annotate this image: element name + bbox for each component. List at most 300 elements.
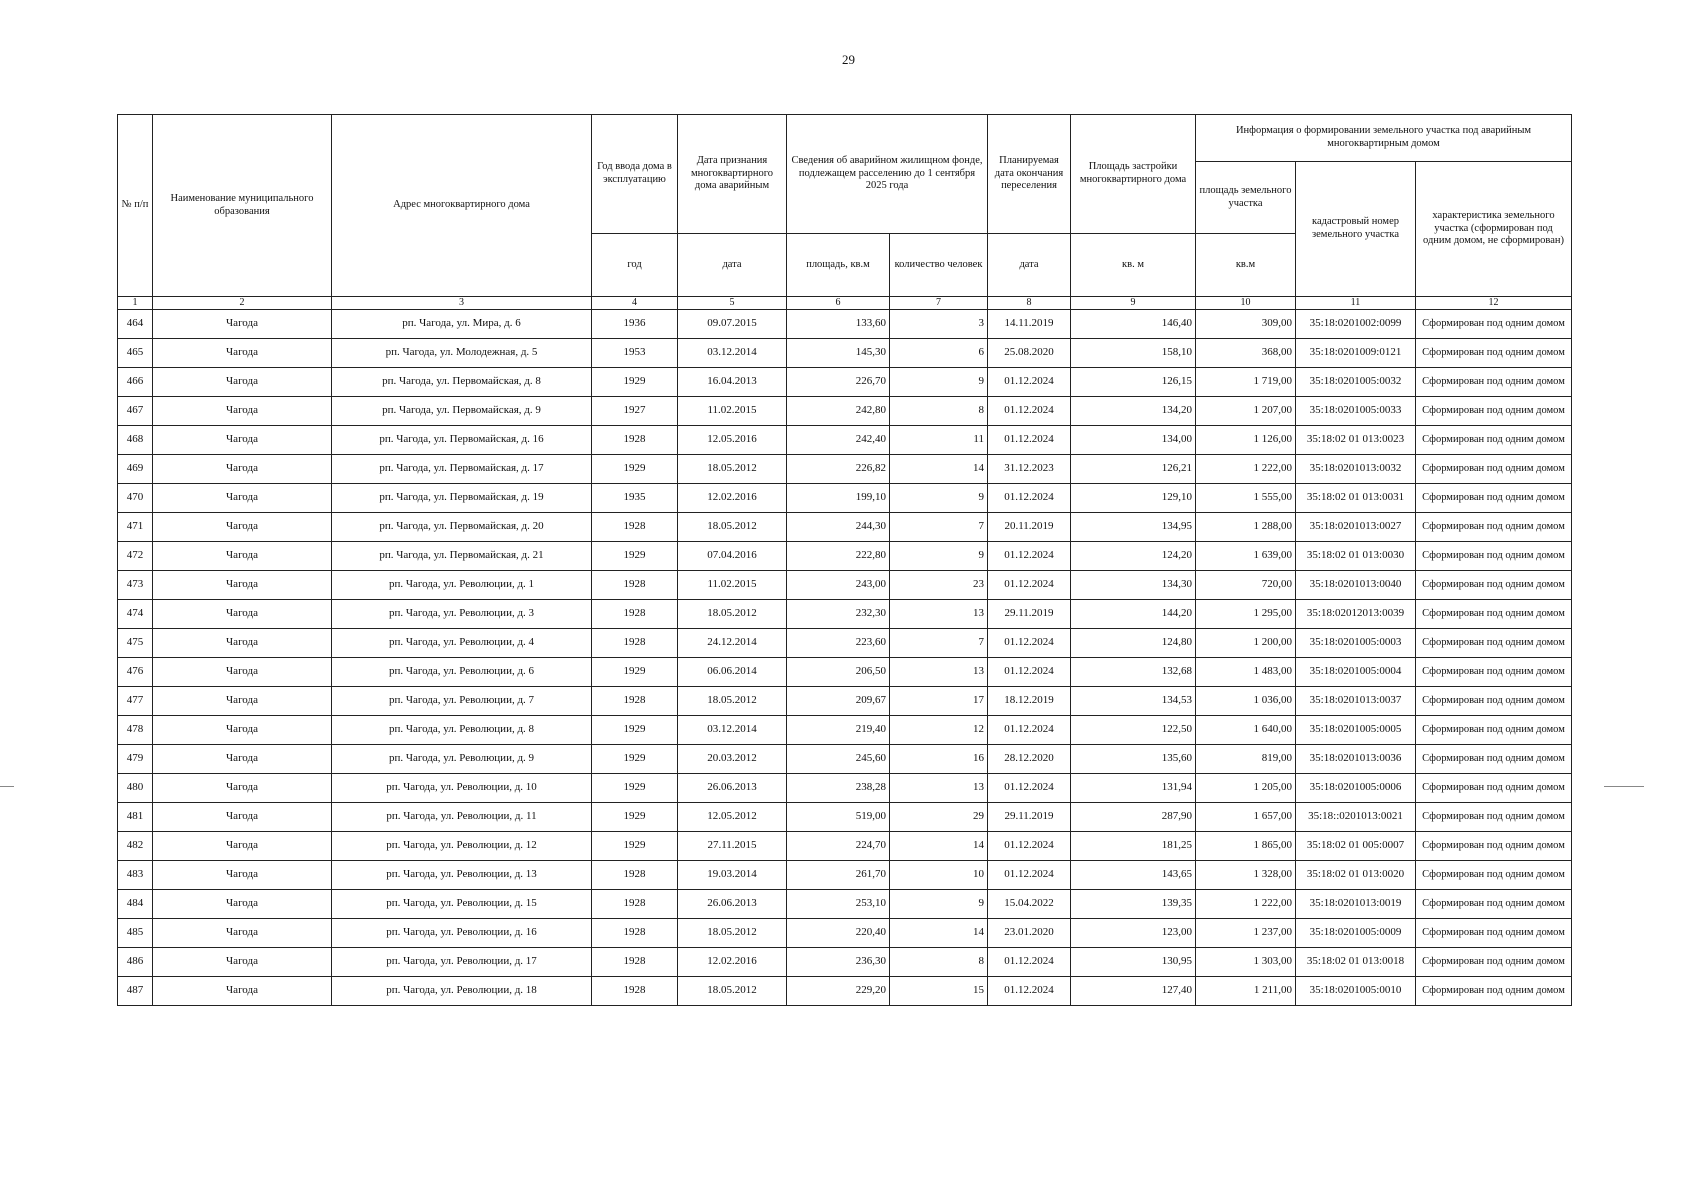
cadastral-number-cell: 35:18:02 01 013:0031 (1296, 484, 1416, 513)
row-number-cell: 475 (118, 629, 153, 658)
table-row (118, 890, 1572, 919)
header-land-info: Информация о формировании земельного участка под аварийным многоквартирным домом (1196, 115, 1572, 162)
table-row (118, 919, 1572, 948)
land-status-cell: Сформирован под одним домом (1416, 890, 1572, 919)
year-cell: 1935 (592, 484, 678, 513)
column-number: 3 (332, 297, 592, 310)
land-area-cell: 1 328,00 (1196, 861, 1296, 890)
column-number: 12 (1416, 297, 1572, 310)
planned-date-cell: 01.12.2024 (988, 368, 1071, 397)
recognition-date-cell: 06.06.2014 (678, 658, 787, 687)
cadastral-number-cell: 35:18:0201005:0004 (1296, 658, 1416, 687)
year-cell: 1929 (592, 658, 678, 687)
address-cell: рп. Чагода, ул. Революции, д. 7 (332, 687, 592, 716)
municipality-cell: Чагода (153, 542, 332, 571)
year-cell: 1929 (592, 542, 678, 571)
people-count-cell: 8 (890, 948, 988, 977)
land-status-cell: Сформирован под одним домом (1416, 455, 1572, 484)
address-cell: рп. Чагода, ул. Революции, д. 13 (332, 861, 592, 890)
year-cell: 1928 (592, 861, 678, 890)
address-cell: рп. Чагода, ул. Первомайская, д. 16 (332, 426, 592, 455)
row-number-cell: 469 (118, 455, 153, 484)
land-status-cell: Сформирован под одним домом (1416, 600, 1572, 629)
area-cell: 238,28 (787, 774, 890, 803)
land-status-cell: Сформирован под одним домом (1416, 339, 1572, 368)
table-row (118, 687, 1572, 716)
built-area-cell: 134,95 (1071, 513, 1196, 542)
table-row (118, 658, 1572, 687)
area-cell: 209,67 (787, 687, 890, 716)
unit-year: год (592, 234, 678, 297)
row-number-cell: 474 (118, 600, 153, 629)
table-row (118, 629, 1572, 658)
land-status-cell: Сформирован под одним домом (1416, 513, 1572, 542)
planned-date-cell: 01.12.2024 (988, 716, 1071, 745)
header-cadastral-number: кадастровый номер земельного участка (1296, 162, 1416, 297)
area-cell: 226,70 (787, 368, 890, 397)
planned-date-cell: 20.11.2019 (988, 513, 1071, 542)
land-area-cell: 1 207,00 (1196, 397, 1296, 426)
row-number-cell: 467 (118, 397, 153, 426)
land-status-cell: Сформирован под одним домом (1416, 919, 1572, 948)
row-number-cell: 468 (118, 426, 153, 455)
cadastral-number-cell: 35:18:02 01 013:0018 (1296, 948, 1416, 977)
address-cell: рп. Чагода, ул. Революции, д. 10 (332, 774, 592, 803)
year-cell: 1929 (592, 455, 678, 484)
year-cell: 1929 (592, 716, 678, 745)
header-land-characteristic: характеристика земельного участка (сформирован под одним домом, не сформирован) (1416, 162, 1572, 297)
address-cell: рп. Чагода, ул. Первомайская, д. 21 (332, 542, 592, 571)
table-row (118, 832, 1572, 861)
municipality-cell: Чагода (153, 455, 332, 484)
recognition-date-cell: 18.05.2012 (678, 919, 787, 948)
recognition-date-cell: 12.05.2012 (678, 803, 787, 832)
municipality-cell: Чагода (153, 832, 332, 861)
table-body (118, 310, 1572, 1006)
address-cell: рп. Чагода, ул. Революции, д. 1 (332, 571, 592, 600)
built-area-cell: 135,60 (1071, 745, 1196, 774)
municipality-cell: Чагода (153, 919, 332, 948)
area-cell: 206,50 (787, 658, 890, 687)
built-area-cell: 143,65 (1071, 861, 1196, 890)
address-cell: рп. Чагода, ул. Революции, д. 16 (332, 919, 592, 948)
land-status-cell: Сформирован под одним домом (1416, 948, 1572, 977)
column-number: 10 (1196, 297, 1296, 310)
land-area-cell: 1 865,00 (1196, 832, 1296, 861)
municipality-cell: Чагода (153, 513, 332, 542)
people-count-cell: 6 (890, 339, 988, 368)
recognition-date-cell: 11.02.2015 (678, 397, 787, 426)
recognition-date-cell: 19.03.2014 (678, 861, 787, 890)
row-number-cell: 483 (118, 861, 153, 890)
address-cell: рп. Чагода, ул. Революции, д. 18 (332, 977, 592, 1006)
land-area-cell: 368,00 (1196, 339, 1296, 368)
row-number-cell: 473 (118, 571, 153, 600)
year-cell: 1929 (592, 745, 678, 774)
year-cell: 1936 (592, 310, 678, 339)
address-cell: рп. Чагода, ул. Революции, д. 4 (332, 629, 592, 658)
planned-date-cell: 01.12.2024 (988, 571, 1071, 600)
area-cell: 519,00 (787, 803, 890, 832)
municipality-cell: Чагода (153, 426, 332, 455)
land-area-cell: 1 205,00 (1196, 774, 1296, 803)
cadastral-number-cell: 35:18:0201005:0003 (1296, 629, 1416, 658)
built-area-cell: 287,90 (1071, 803, 1196, 832)
people-count-cell: 12 (890, 716, 988, 745)
area-cell: 232,30 (787, 600, 890, 629)
header-year: Год ввода дома в эксплуатацию (592, 115, 678, 234)
land-area-cell: 1 657,00 (1196, 803, 1296, 832)
cadastral-number-cell: 35:18:0201009:0121 (1296, 339, 1416, 368)
recognition-date-cell: 26.06.2013 (678, 890, 787, 919)
municipality-cell: Чагода (153, 310, 332, 339)
year-cell: 1929 (592, 368, 678, 397)
people-count-cell: 14 (890, 832, 988, 861)
land-status-cell: Сформирован под одним домом (1416, 426, 1572, 455)
address-cell: рп. Чагода, ул. Революции, д. 8 (332, 716, 592, 745)
row-number-cell: 470 (118, 484, 153, 513)
people-count-cell: 13 (890, 774, 988, 803)
land-status-cell: Сформирован под одним домом (1416, 629, 1572, 658)
planned-date-cell: 01.12.2024 (988, 542, 1071, 571)
address-cell: рп. Чагода, ул. Мира, д. 6 (332, 310, 592, 339)
address-cell: рп. Чагода, ул. Революции, д. 3 (332, 600, 592, 629)
land-status-cell: Сформирован под одним домом (1416, 658, 1572, 687)
address-cell: рп. Чагода, ул. Первомайская, д. 8 (332, 368, 592, 397)
unit-date: дата (678, 234, 787, 297)
municipality-cell: Чагода (153, 658, 332, 687)
unit-built-area: кв. м (1071, 234, 1196, 297)
year-cell: 1929 (592, 803, 678, 832)
municipality-cell: Чагода (153, 339, 332, 368)
page-number: 29 (842, 52, 855, 67)
planned-date-cell: 01.12.2024 (988, 658, 1071, 687)
cadastral-number-cell: 35:18:02 01 005:0007 (1296, 832, 1416, 861)
land-status-cell: Сформирован под одним домом (1416, 774, 1572, 803)
column-number-row (118, 297, 1572, 310)
land-area-cell: 1 483,00 (1196, 658, 1296, 687)
address-cell: рп. Чагода, ул. Революции, д. 11 (332, 803, 592, 832)
recognition-date-cell: 07.04.2016 (678, 542, 787, 571)
land-status-cell: Сформирован под одним домом (1416, 542, 1572, 571)
recognition-date-cell: 09.07.2015 (678, 310, 787, 339)
recognition-date-cell: 18.05.2012 (678, 513, 787, 542)
year-cell: 1928 (592, 426, 678, 455)
header-address: Адрес многоквартирного дома (332, 115, 592, 297)
land-area-cell: 1 640,00 (1196, 716, 1296, 745)
land-area-cell: 819,00 (1196, 745, 1296, 774)
planned-date-cell: 01.12.2024 (988, 948, 1071, 977)
people-count-cell: 29 (890, 803, 988, 832)
cadastral-number-cell: 35:18:02 01 013:0030 (1296, 542, 1416, 571)
table-row (118, 513, 1572, 542)
planned-date-cell: 01.12.2024 (988, 484, 1071, 513)
recognition-date-cell: 18.05.2012 (678, 600, 787, 629)
row-number-cell: 486 (118, 948, 153, 977)
municipality-cell: Чагода (153, 803, 332, 832)
year-cell: 1928 (592, 687, 678, 716)
area-cell: 199,10 (787, 484, 890, 513)
recognition-date-cell: 11.02.2015 (678, 571, 787, 600)
land-status-cell: Сформирован под одним домом (1416, 803, 1572, 832)
recognition-date-cell: 18.05.2012 (678, 455, 787, 484)
built-area-cell: 130,95 (1071, 948, 1196, 977)
built-area-cell: 134,30 (1071, 571, 1196, 600)
cadastral-number-cell: 35:18:02012013:0039 (1296, 600, 1416, 629)
built-area-cell: 123,00 (1071, 919, 1196, 948)
land-status-cell: Сформирован под одним домом (1416, 484, 1572, 513)
column-number: 4 (592, 297, 678, 310)
area-cell: 223,60 (787, 629, 890, 658)
row-number-cell: 487 (118, 977, 153, 1006)
municipality-cell: Чагода (153, 890, 332, 919)
row-number-cell: 472 (118, 542, 153, 571)
address-cell: рп. Чагода, ул. Первомайская, д. 19 (332, 484, 592, 513)
recognition-date-cell: 24.12.2014 (678, 629, 787, 658)
planned-date-cell: 31.12.2023 (988, 455, 1071, 484)
land-area-cell: 1 555,00 (1196, 484, 1296, 513)
land-status-cell: Сформирован под одним домом (1416, 861, 1572, 890)
cadastral-number-cell: 35:18:0201005:0009 (1296, 919, 1416, 948)
planned-date-cell: 01.12.2024 (988, 629, 1071, 658)
cadastral-number-cell: 35:18:02 01 013:0020 (1296, 861, 1416, 890)
row-number-cell: 465 (118, 339, 153, 368)
unit-area: площадь, кв.м (787, 234, 890, 297)
row-number-cell: 466 (118, 368, 153, 397)
address-cell: рп. Чагода, ул. Революции, д. 6 (332, 658, 592, 687)
cadastral-number-cell: 35:18::0201013:0021 (1296, 803, 1416, 832)
recognition-date-cell: 03.12.2014 (678, 716, 787, 745)
municipality-cell: Чагода (153, 977, 332, 1006)
municipality-cell: Чагода (153, 716, 332, 745)
table-row (118, 948, 1572, 977)
table-row (118, 339, 1572, 368)
address-cell: рп. Чагода, ул. Революции, д. 9 (332, 745, 592, 774)
area-cell: 253,10 (787, 890, 890, 919)
area-cell: 145,30 (787, 339, 890, 368)
area-cell: 261,70 (787, 861, 890, 890)
scan-edge-mark (1604, 786, 1644, 787)
municipality-cell: Чагода (153, 484, 332, 513)
area-cell: 224,70 (787, 832, 890, 861)
built-area-cell: 134,00 (1071, 426, 1196, 455)
land-area-cell: 1 222,00 (1196, 890, 1296, 919)
unit-people: количество человек (890, 234, 988, 297)
land-status-cell: Сформирован под одним домом (1416, 832, 1572, 861)
planned-date-cell: 28.12.2020 (988, 745, 1071, 774)
built-area-cell: 134,53 (1071, 687, 1196, 716)
municipality-cell: Чагода (153, 687, 332, 716)
built-area-cell: 139,35 (1071, 890, 1196, 919)
cadastral-number-cell: 35:18:0201013:0019 (1296, 890, 1416, 919)
people-count-cell: 14 (890, 919, 988, 948)
area-cell: 243,00 (787, 571, 890, 600)
built-area-cell: 146,40 (1071, 310, 1196, 339)
recognition-date-cell: 20.03.2012 (678, 745, 787, 774)
land-status-cell: Сформирован под одним домом (1416, 571, 1572, 600)
land-area-cell: 1 222,00 (1196, 455, 1296, 484)
people-count-cell: 9 (890, 542, 988, 571)
people-count-cell: 3 (890, 310, 988, 339)
column-number: 5 (678, 297, 787, 310)
year-cell: 1929 (592, 832, 678, 861)
planned-date-cell: 01.12.2024 (988, 977, 1071, 1006)
unit-planned-date: дата (988, 234, 1071, 297)
cadastral-number-cell: 35:18:0201002:0099 (1296, 310, 1416, 339)
row-number-cell: 480 (118, 774, 153, 803)
year-cell: 1928 (592, 600, 678, 629)
table-row (118, 368, 1572, 397)
people-count-cell: 23 (890, 571, 988, 600)
planned-date-cell: 01.12.2024 (988, 832, 1071, 861)
row-number-cell: 482 (118, 832, 153, 861)
table-row (118, 542, 1572, 571)
column-number: 1 (118, 297, 153, 310)
area-cell: 244,30 (787, 513, 890, 542)
table-row (118, 977, 1572, 1006)
planned-date-cell: 01.12.2024 (988, 861, 1071, 890)
built-area-cell: 127,40 (1071, 977, 1196, 1006)
cadastral-number-cell: 35:18:0201013:0036 (1296, 745, 1416, 774)
area-cell: 242,80 (787, 397, 890, 426)
header-number: № п/п (118, 115, 153, 297)
header-land-area: площадь земельного участка (1196, 162, 1296, 234)
cadastral-number-cell: 35:18:0201013:0032 (1296, 455, 1416, 484)
table-row (118, 310, 1572, 339)
year-cell: 1928 (592, 890, 678, 919)
people-count-cell: 7 (890, 513, 988, 542)
land-area-cell: 1 036,00 (1196, 687, 1296, 716)
built-area-cell: 126,15 (1071, 368, 1196, 397)
municipality-cell: Чагода (153, 629, 332, 658)
row-number-cell: 464 (118, 310, 153, 339)
column-number: 7 (890, 297, 988, 310)
land-area-cell: 1 303,00 (1196, 948, 1296, 977)
recognition-date-cell: 18.05.2012 (678, 977, 787, 1006)
built-area-cell: 126,21 (1071, 455, 1196, 484)
municipality-cell: Чагода (153, 397, 332, 426)
land-status-cell: Сформирован под одним домом (1416, 397, 1572, 426)
land-area-cell: 1 200,00 (1196, 629, 1296, 658)
header-municipality: Наименование муниципального образования (153, 115, 332, 297)
header-recognition-date: Дата признания многоквартирного дома аварийным (678, 115, 787, 234)
recognition-date-cell: 16.04.2013 (678, 368, 787, 397)
year-cell: 1928 (592, 513, 678, 542)
planned-date-cell: 01.12.2024 (988, 774, 1071, 803)
land-area-cell: 1 719,00 (1196, 368, 1296, 397)
area-cell: 245,60 (787, 745, 890, 774)
land-status-cell: Сформирован под одним домом (1416, 310, 1572, 339)
planned-date-cell: 18.12.2019 (988, 687, 1071, 716)
municipality-cell: Чагода (153, 745, 332, 774)
row-number-cell: 471 (118, 513, 153, 542)
land-area-cell: 720,00 (1196, 571, 1296, 600)
planned-date-cell: 23.01.2020 (988, 919, 1071, 948)
table-row (118, 861, 1572, 890)
cadastral-number-cell: 35:18:0201013:0040 (1296, 571, 1416, 600)
recognition-date-cell: 12.02.2016 (678, 948, 787, 977)
column-number: 9 (1071, 297, 1196, 310)
table-row (118, 600, 1572, 629)
row-number-cell: 484 (118, 890, 153, 919)
table-row (118, 774, 1572, 803)
land-area-cell: 309,00 (1196, 310, 1296, 339)
row-number-cell: 481 (118, 803, 153, 832)
table-row (118, 716, 1572, 745)
year-cell: 1928 (592, 571, 678, 600)
area-cell: 236,30 (787, 948, 890, 977)
address-cell: рп. Чагода, ул. Революции, д. 15 (332, 890, 592, 919)
planned-date-cell: 25.08.2020 (988, 339, 1071, 368)
year-cell: 1929 (592, 774, 678, 803)
cadastral-number-cell: 35:18:0201005:0006 (1296, 774, 1416, 803)
municipality-cell: Чагода (153, 571, 332, 600)
people-count-cell: 17 (890, 687, 988, 716)
people-count-cell: 15 (890, 977, 988, 1006)
cadastral-number-cell: 35:18:0201005:0010 (1296, 977, 1416, 1006)
column-number: 6 (787, 297, 890, 310)
recognition-date-cell: 27.11.2015 (678, 832, 787, 861)
land-area-cell: 1 126,00 (1196, 426, 1296, 455)
land-area-cell: 1 211,00 (1196, 977, 1296, 1006)
people-count-cell: 11 (890, 426, 988, 455)
cadastral-number-cell: 35:18:0201013:0037 (1296, 687, 1416, 716)
municipality-cell: Чагода (153, 368, 332, 397)
built-area-cell: 131,94 (1071, 774, 1196, 803)
unit-land-area: кв.м (1196, 234, 1296, 297)
cadastral-number-cell: 35:18:0201005:0005 (1296, 716, 1416, 745)
cadastral-number-cell: 35:18:0201005:0033 (1296, 397, 1416, 426)
people-count-cell: 13 (890, 600, 988, 629)
municipality-cell: Чагода (153, 774, 332, 803)
recognition-date-cell: 03.12.2014 (678, 339, 787, 368)
recognition-date-cell: 12.02.2016 (678, 484, 787, 513)
year-cell: 1928 (592, 629, 678, 658)
land-status-cell: Сформирован под одним домом (1416, 745, 1572, 774)
table-row (118, 803, 1572, 832)
land-status-cell: Сформирован под одним домом (1416, 687, 1572, 716)
people-count-cell: 10 (890, 861, 988, 890)
land-area-cell: 1 639,00 (1196, 542, 1296, 571)
area-cell: 226,82 (787, 455, 890, 484)
land-status-cell: Сформирован под одним домом (1416, 368, 1572, 397)
built-area-cell: 144,20 (1071, 600, 1196, 629)
built-area-cell: 129,10 (1071, 484, 1196, 513)
land-area-cell: 1 295,00 (1196, 600, 1296, 629)
address-cell: рп. Чагода, ул. Первомайская, д. 20 (332, 513, 592, 542)
emergency-housing-table (117, 114, 1572, 1006)
cadastral-number-cell: 35:18:0201005:0032 (1296, 368, 1416, 397)
table-row (118, 745, 1572, 774)
land-status-cell: Сформирован под одним домом (1416, 716, 1572, 745)
area-cell: 222,80 (787, 542, 890, 571)
year-cell: 1953 (592, 339, 678, 368)
row-number-cell: 479 (118, 745, 153, 774)
built-area-cell: 134,20 (1071, 397, 1196, 426)
address-cell: рп. Чагода, ул. Первомайская, д. 9 (332, 397, 592, 426)
year-cell: 1928 (592, 948, 678, 977)
row-number-cell: 476 (118, 658, 153, 687)
cadastral-number-cell: 35:18:02 01 013:0023 (1296, 426, 1416, 455)
address-cell: рп. Чагода, ул. Революции, д. 17 (332, 948, 592, 977)
table-row (118, 426, 1572, 455)
planned-date-cell: 29.11.2019 (988, 803, 1071, 832)
header-built-area: Площадь застройки многоквартирного дома (1071, 115, 1196, 234)
area-cell: 219,40 (787, 716, 890, 745)
area-cell: 242,40 (787, 426, 890, 455)
table-row (118, 571, 1572, 600)
address-cell: рп. Чагода, ул. Революции, д. 12 (332, 832, 592, 861)
